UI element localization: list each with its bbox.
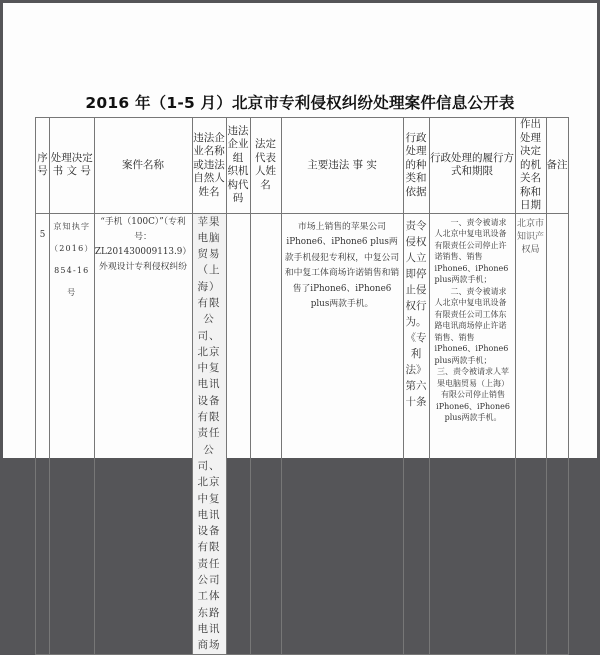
header-case-name: 案件名称 bbox=[94, 118, 192, 214]
cell-index: 5 bbox=[36, 213, 50, 654]
header-facts: 主要违法 事 实 bbox=[281, 118, 403, 214]
cell-decision-no: 京知执字（2016）854-16号 bbox=[50, 213, 95, 654]
cell-kind-basis: 责令侵权人立即停止侵权行为。《专利法》第六十条 bbox=[403, 213, 429, 654]
performance-item-3: 三、责令被请求人苹果电脑贸易（上海）有限公司停止销售iPhone6、iPhone6 plus两款手机。 bbox=[436, 367, 510, 422]
document-title: 2016 年（1-5 月）北京市专利侵权纠纷处理案件信息公开表 bbox=[85, 94, 515, 112]
header-index: 序号 bbox=[36, 118, 50, 214]
cell-org-code bbox=[226, 213, 250, 654]
cell-case-name: “手机（100C）”（专利号：ZL201430009113.9）外观设计专利侵权纠纷 bbox=[94, 213, 192, 654]
header-performance: 行政处理的履行方式和期限 bbox=[429, 118, 515, 214]
cell-party: 苹果电脑贸易（上海）有限公司、北京中复电讯设备有限责任公司、北京中复电讯设备有限责任公司工体东路电讯商场 bbox=[192, 213, 226, 654]
cell-facts: 市场上销售的苹果公司iPhone6、iPhone6 plus两款手机侵犯专利权，中复公司和中复工体商场许诺销售和销售了iPhone6、iPhone6 plus两款手机。 bbox=[281, 213, 403, 654]
header-party: 违法企业名称或违法自然人姓名 bbox=[192, 118, 226, 214]
cell-performance bbox=[429, 213, 515, 654]
performance-item-1: 一、责令被请求人北京中复电讯设备有限责任公司停止许诺销售、销售iPhone6、iPhone6 plus两款手机； bbox=[434, 217, 509, 284]
document-page bbox=[3, 3, 597, 652]
header-remarks: 备注 bbox=[546, 118, 568, 214]
case-table bbox=[35, 117, 569, 655]
cell-legal-rep bbox=[250, 213, 281, 654]
performance-item-2: 二、责令被请求人北京中复电讯设备有限责任公司工体东路电讯商场停止许诺销售、销售iPhone6、iPhone6 plus两款手机； bbox=[434, 286, 509, 365]
header-legal-rep: 法定代表人姓 名 bbox=[250, 118, 281, 214]
header-org-code: 违法企业组 织机构代码 bbox=[226, 118, 250, 214]
header-row bbox=[36, 118, 569, 214]
cell-remarks bbox=[546, 213, 568, 654]
header-decision-no: 处理决定书 文 号 bbox=[50, 118, 95, 214]
table-row bbox=[36, 213, 569, 654]
cell-authority: 北京市知识产权局 bbox=[515, 213, 546, 654]
header-authority: 作出处理决定的机关名称和日期 bbox=[515, 118, 546, 214]
header-kind-basis: 行政处理的种类和依据 bbox=[403, 118, 429, 214]
